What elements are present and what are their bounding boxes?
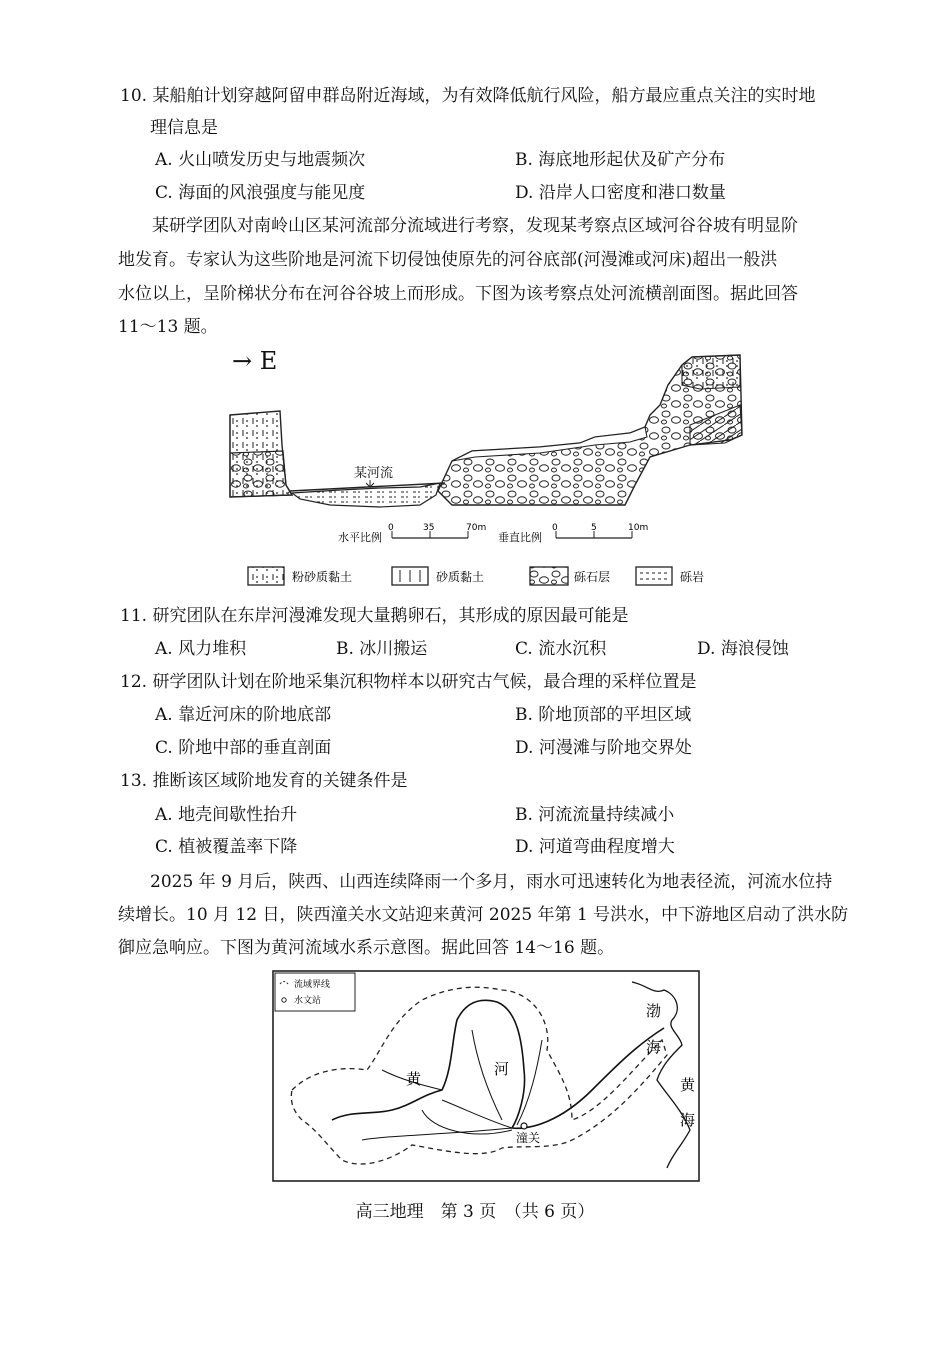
- q11-stem: 11. 研究团队在东岸河漫滩发现大量鹅卵石，其形成的原因最可能是: [120, 606, 629, 626]
- q12-option-d: D. 河漫滩与阶地交界处: [515, 738, 692, 758]
- yellow-river-basin-map: [272, 970, 700, 1182]
- legend-silt-swatch: [248, 567, 284, 585]
- q13-option-c: C. 植被覆盖率下降: [155, 837, 298, 857]
- q10-option-b: B. 海底地形起伏及矿产分布: [515, 150, 726, 170]
- map-label-huang-sea-1: 黄: [680, 1076, 696, 1094]
- legend-silt-label: 粉砂质黏土: [292, 570, 353, 584]
- vscale-tick-5: 5: [591, 523, 597, 533]
- q11-option-c: C. 流水沉积: [515, 639, 607, 659]
- passage1-line1: 某研学团队对南岭山区某河流部分流域进行考察，发现某考察点区域河谷谷坡有明显阶: [152, 216, 798, 236]
- legend-sandy-clay-label: 砂质黏土: [436, 570, 485, 584]
- q13-option-a: A. 地壳间歇性抬升: [155, 805, 298, 825]
- hscale-tick-70: 70m: [466, 523, 487, 533]
- q10-option-c: C. 海面的风浪强度与能见度: [155, 183, 366, 203]
- map-label-hai-bohai: 海: [646, 1038, 662, 1056]
- q10-option-a: A. 火山喷发历史与地震频次: [155, 150, 366, 170]
- river-cross-section-figure: [220, 345, 760, 595]
- east-cliff-silt-layer: [682, 355, 740, 389]
- map-label-he: 河: [494, 1060, 510, 1078]
- direction-label: → E: [232, 347, 278, 375]
- q12-option-a: A. 靠近河床的阶地底部: [155, 705, 332, 725]
- river-label: 某河流: [354, 466, 394, 481]
- tongguan-station-marker: [521, 1123, 527, 1129]
- q12-stem: 12. 研学团队计划在阶地采集沉积物样本以研究古气候，最合理的采样位置是: [120, 672, 697, 692]
- q13-option-d: D. 河道弯曲程度增大: [515, 837, 675, 857]
- hscale-tick-35: 35: [423, 523, 435, 533]
- legend-conglomerate-label: 砾岩: [680, 570, 705, 584]
- passage1-line2: 地发育。专家认为这些阶地是河流下切侵蚀使原先的河谷底部(河漫滩或河床)超出一般洪: [118, 250, 778, 270]
- legend-station-label: 水文站: [294, 996, 322, 1006]
- legend-boundary-label: 流域界线: [294, 980, 331, 990]
- q13-option-b: B. 河流流量持续减小: [515, 805, 675, 825]
- page-footer: 高三地理 第 3 页 （共 6 页）: [355, 1202, 595, 1222]
- q11-option-a: A. 风力堆积: [155, 639, 247, 659]
- q11-option-d: D. 海浪侵蚀: [697, 639, 789, 659]
- q10-stem-line1: 10. 某船舶计划穿越阿留申群岛附近海域，为有效降低航行风险，船方最应重点关注的实时地: [120, 86, 816, 106]
- passage2-line1: 2025 年 9 月后，陕西、山西连续降雨一个多月，雨水可迅速转化为地表径流，河流水位持: [150, 872, 833, 892]
- passage2-line2: 续增长。10 月 12 日，陕西潼关水文站迎来黄河 2025 年第 1 号洪水，中下游地区启动了洪水防: [118, 905, 849, 925]
- vscale-label: 垂直比例: [498, 531, 542, 544]
- q10-stem-line2: 理信息是: [150, 118, 218, 138]
- q12-option-b: B. 阶地顶部的平坦区域: [515, 705, 692, 725]
- hscale-label: 水平比例: [338, 531, 382, 544]
- hscale-tick-0: 0: [388, 523, 394, 533]
- q10-option-d: D. 沿岸人口密度和港口数量: [515, 183, 726, 203]
- passage1-line4: 11～13 题。: [118, 317, 218, 337]
- map-label-huang: 黄: [406, 1070, 422, 1088]
- passage1-line3: 水位以上，呈阶梯状分布在河谷谷坡上而形成。下图为该考察点处河流横剖面图。据此回答: [118, 284, 798, 304]
- q12-option-c: C. 阶地中部的垂直剖面: [155, 738, 332, 758]
- map-label-bo: 渤: [646, 1002, 662, 1020]
- tongguan-label: 潼关: [516, 1131, 541, 1145]
- legend-gravel-label: 砾石层: [574, 570, 611, 584]
- map-label-huang-sea-2: 海: [680, 1111, 696, 1129]
- west-bank-gravel-layer: [230, 451, 292, 497]
- vscale-tick-10: 10m: [628, 523, 649, 533]
- q13-stem: 13. 推断该区域阶地发育的关键条件是: [120, 771, 408, 791]
- vscale-tick-0: 0: [552, 523, 558, 533]
- q11-option-b: B. 冰川搬运: [336, 639, 428, 659]
- passage2-line3: 御应急响应。下图为黄河流域水系示意图。据此回答 14～16 题。: [118, 938, 615, 958]
- legend-conglomerate-swatch: [636, 567, 672, 585]
- legend-gravel-swatch: [530, 567, 568, 585]
